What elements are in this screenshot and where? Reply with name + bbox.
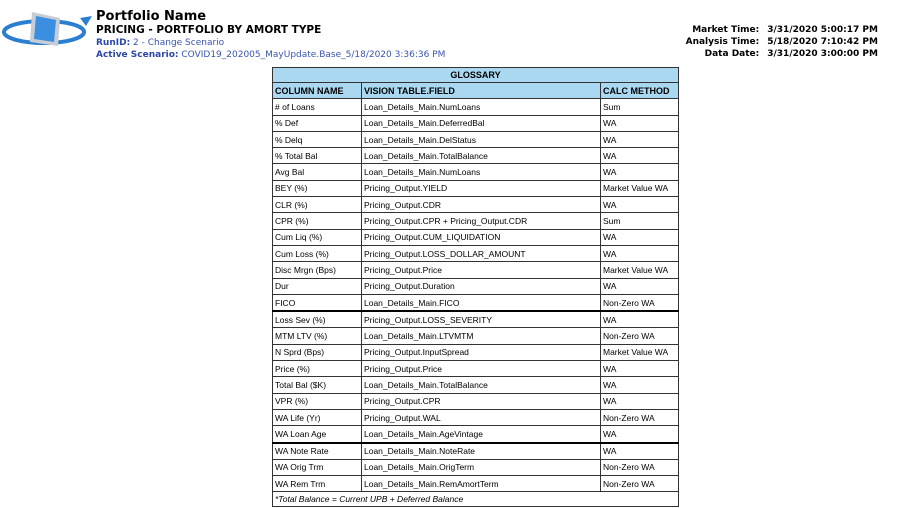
table-cell: Loan_Details_Main.DeferredBal <box>362 115 601 131</box>
table-cell: Dur <box>273 278 362 294</box>
table-cell: WA <box>601 278 679 294</box>
table-cell: Non-Zero WA <box>601 409 679 425</box>
table-cell: Loan_Details_Main.DelStatus <box>362 131 601 147</box>
table-cell: % Def <box>273 115 362 131</box>
run-id <box>96 37 445 49</box>
time-row <box>678 36 878 48</box>
table-row <box>273 245 679 261</box>
table-cell: Pricing_Output.LOSS_SEVERITY <box>362 311 601 328</box>
table-row <box>273 213 679 229</box>
table-cell: Sum <box>601 213 679 229</box>
table-cell: Pricing_Output.CDR <box>362 197 601 213</box>
table-row <box>273 197 679 213</box>
table-cell: Total Bal ($K) <box>273 377 362 393</box>
table-row <box>273 115 679 131</box>
table-cell: Non-Zero WA <box>601 476 679 492</box>
table-cell: Cum Loss (%) <box>273 245 362 261</box>
table-cell: Pricing_Output.Price <box>362 262 601 278</box>
table-cell: WA Note Rate <box>273 443 362 460</box>
column-header: CALC METHOD <box>601 83 679 99</box>
table-cell: WA <box>601 393 679 409</box>
table-cell: Avg Bal <box>273 164 362 180</box>
table-row <box>273 393 679 409</box>
run-id-label: RunID: <box>96 38 131 48</box>
active-scenario <box>96 49 445 61</box>
table-cell: WA Loan Age <box>273 426 362 443</box>
glossary-table <box>272 67 679 507</box>
table-row <box>273 148 679 164</box>
table-cell: Pricing_Output.InputSpread <box>362 344 601 360</box>
table-cell: Loan_Details_Main.TotalBalance <box>362 148 601 164</box>
table-cell: Loan_Details_Main.RemAmortTerm <box>362 476 601 492</box>
table-cell: MTM LTV (%) <box>273 328 362 344</box>
table-cell: % Total Bal <box>273 148 362 164</box>
table-cell: Loan_Details_Main.NumLoans <box>362 164 601 180</box>
table-cell: VPR (%) <box>273 393 362 409</box>
time-value: 3/31/2020 3:00:00 PM <box>767 49 878 59</box>
table-cell: FICO <box>273 294 362 311</box>
column-header: COLUMN NAME <box>273 83 362 99</box>
table-row <box>273 409 679 425</box>
table-cell: BEY (%) <box>273 180 362 196</box>
table-cell: Pricing_Output.Price <box>362 361 601 377</box>
time-label: Data Date: <box>704 49 760 59</box>
table-cell: WA <box>601 311 679 328</box>
table-row <box>273 99 679 115</box>
table-row <box>273 426 679 443</box>
time-row <box>678 24 878 36</box>
table-cell: Market Value WA <box>601 344 679 360</box>
portfolio-name: Portfolio Name <box>96 9 207 24</box>
table-cell: WA <box>601 164 679 180</box>
table-row <box>273 443 679 460</box>
table-cell: Non-Zero WA <box>601 459 679 475</box>
run-id-value: 2 - Change Scenario <box>133 38 225 48</box>
table-cell: WA <box>601 245 679 261</box>
time-label: Analysis Time: <box>685 37 760 47</box>
time-value: 3/31/2020 5:00:17 PM <box>767 25 878 35</box>
table-row <box>273 262 679 278</box>
table-cell: Loan_Details_Main.AgeVintage <box>362 426 601 443</box>
table-cell: Pricing_Output.CPR <box>362 393 601 409</box>
table-cell: WA <box>601 426 679 443</box>
table-cell: Loan_Details_Main.NoteRate <box>362 443 601 460</box>
footnote: *Total Balance = Current UPB + Deferred Balance <box>273 492 679 507</box>
table-cell: WA <box>601 229 679 245</box>
table-cell: Sum <box>601 99 679 115</box>
table-cell: Non-Zero WA <box>601 294 679 311</box>
table-row <box>273 229 679 245</box>
table-row <box>273 311 679 328</box>
table-row <box>273 164 679 180</box>
table-cell: % Delq <box>273 131 362 147</box>
table-cell: # of Loans <box>273 99 362 115</box>
table-row <box>273 361 679 377</box>
table-cell: WA <box>601 361 679 377</box>
table-row <box>273 328 679 344</box>
table-cell: Disc Mrgn (Bps) <box>273 262 362 278</box>
table-cell: Loan_Details_Main.TotalBalance <box>362 377 601 393</box>
table-cell: Market Value WA <box>601 262 679 278</box>
time-label: Market Time: <box>692 25 760 35</box>
table-cell: WA Rem Trm <box>273 476 362 492</box>
time-info <box>678 24 878 60</box>
table-row <box>273 377 679 393</box>
time-row <box>678 48 878 60</box>
table-row <box>273 476 679 492</box>
table-cell: Pricing_Output.WAL <box>362 409 601 425</box>
table-cell: WA <box>601 377 679 393</box>
report-header <box>96 9 445 61</box>
time-value: 5/18/2020 7:10:42 PM <box>767 37 878 47</box>
table-cell: Market Value WA <box>601 180 679 196</box>
table-row <box>273 459 679 475</box>
table-cell: Loan_Details_Main.LTVMTM <box>362 328 601 344</box>
report-subtitle: PRICING - PORTFOLIO BY AMORT TYPE <box>96 24 322 36</box>
table-cell: WA Orig Trm <box>273 459 362 475</box>
company-logo <box>2 8 92 50</box>
table-row <box>273 180 679 196</box>
table-cell: Loan_Details_Main.FICO <box>362 294 601 311</box>
table-cell: WA <box>601 131 679 147</box>
table-cell: WA <box>601 148 679 164</box>
table-cell: CPR (%) <box>273 213 362 229</box>
table-cell: WA Life (Yr) <box>273 409 362 425</box>
active-scenario-value: COVID19_202005_MayUpdate.Base_5/18/2020 3:36:36 PM <box>181 50 446 60</box>
table-cell: Price (%) <box>273 361 362 377</box>
table-row <box>273 278 679 294</box>
table-row <box>273 131 679 147</box>
table-cell: Pricing_Output.YIELD <box>362 180 601 196</box>
table-cell: CLR (%) <box>273 197 362 213</box>
table-cell: WA <box>601 115 679 131</box>
table-cell: Pricing_Output.CPR + Pricing_Output.CDR <box>362 213 601 229</box>
table-cell: WA <box>601 197 679 213</box>
table-row <box>273 294 679 311</box>
column-header: VISION TABLE.FIELD <box>362 83 601 99</box>
table-cell: Non-Zero WA <box>601 328 679 344</box>
glossary-caption: GLOSSARY <box>273 68 679 83</box>
table-cell: WA <box>601 443 679 460</box>
table-cell: Pricing_Output.CUM_LIQUIDATION <box>362 229 601 245</box>
active-scenario-label: Active Scenario: <box>96 50 179 60</box>
table-cell: N Sprd (Bps) <box>273 344 362 360</box>
table-cell: Loan_Details_Main.NumLoans <box>362 99 601 115</box>
table-cell: Pricing_Output.Duration <box>362 278 601 294</box>
table-cell: Loss Sev (%) <box>273 311 362 328</box>
table-cell: Loan_Details_Main.OrigTerm <box>362 459 601 475</box>
table-row <box>273 344 679 360</box>
table-cell: Cum Liq (%) <box>273 229 362 245</box>
table-cell: Pricing_Output.LOSS_DOLLAR_AMOUNT <box>362 245 601 261</box>
footnote-row <box>273 492 679 507</box>
